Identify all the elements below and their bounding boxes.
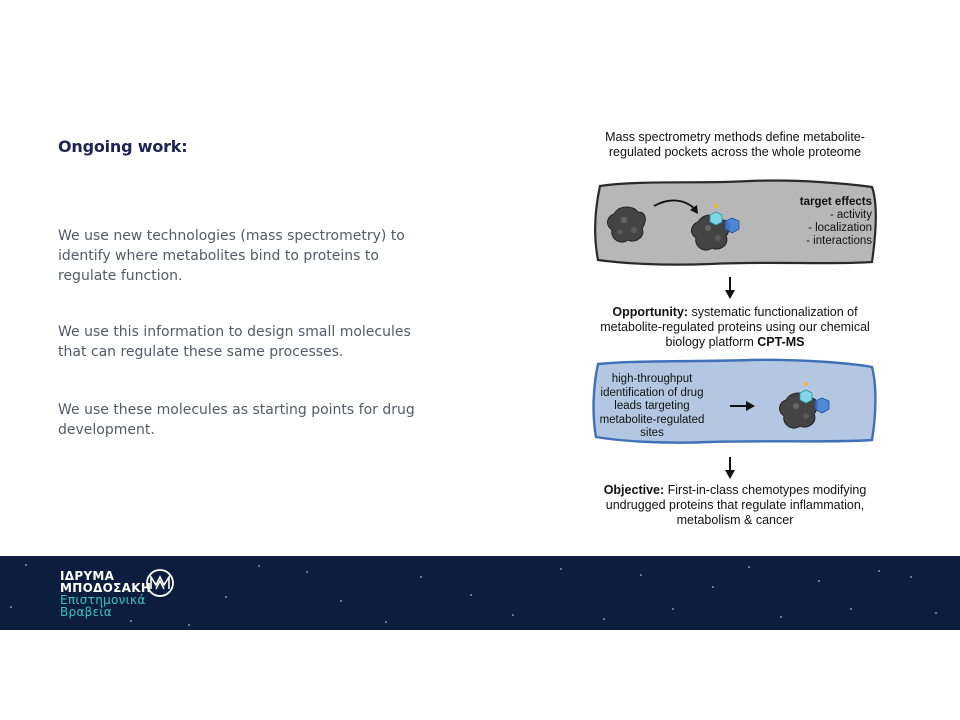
ligand-cyan-icon (710, 212, 722, 225)
target-effect-activity: - activity (829, 209, 872, 221)
footer-band (0, 556, 960, 630)
opportunity-text (580, 305, 890, 350)
objective-text (580, 483, 890, 528)
objective-body: First-in-class chemotypes modifying undrugged proteins that regulate inflammation, metabolism & cancer (605, 483, 867, 527)
drug-ligand-cyan-icon (800, 390, 812, 403)
target-effects (772, 196, 872, 248)
opportunity-label: Opportunity: (612, 305, 689, 319)
logo-line-2: ΜΠΟΔΟΣΑΚΗ (60, 581, 152, 595)
paragraph-drug-development: We use these molecules as starting points for drug development. (58, 402, 415, 438)
workflow-figure (580, 124, 890, 534)
foundation-logo-icon (145, 568, 175, 598)
metabolite-dot-icon (714, 204, 718, 208)
figure-title: Mass spectrometry methods define metabolite-regulated pockets across the whole proteome (605, 130, 865, 159)
logo-line-1: ΙΔΡΥΜΑ (60, 569, 115, 583)
paragraph-mass-spectrometry: We use new technologies (mass spectrometry) to identify where metabolites bind to proteins to regulate function. (58, 228, 405, 284)
logo-line-3: Επιστημονικά (60, 593, 146, 607)
target-effects-title: target effects (799, 196, 872, 208)
paragraph-small-molecules: We use this information to design small molecules that can regulate these same processes. (58, 324, 411, 360)
high-throughput-text: high-throughput identification of drug leads targeting metabolite-regulated sites (599, 373, 705, 439)
objective-label: Objective: (603, 483, 665, 497)
section-heading: Ongoing work: (58, 137, 188, 156)
opportunity-body: systematic functionalization of metabolite-regulated proteins using our chemical biology platform (600, 305, 870, 349)
target-effect-interactions: - interactions (806, 235, 872, 247)
target-effect-localization: - localization (808, 222, 872, 234)
platform-name: CPT-MS (757, 335, 805, 349)
drug-dot-icon (804, 382, 808, 386)
logo-line-4: Βραβεία (60, 605, 112, 619)
